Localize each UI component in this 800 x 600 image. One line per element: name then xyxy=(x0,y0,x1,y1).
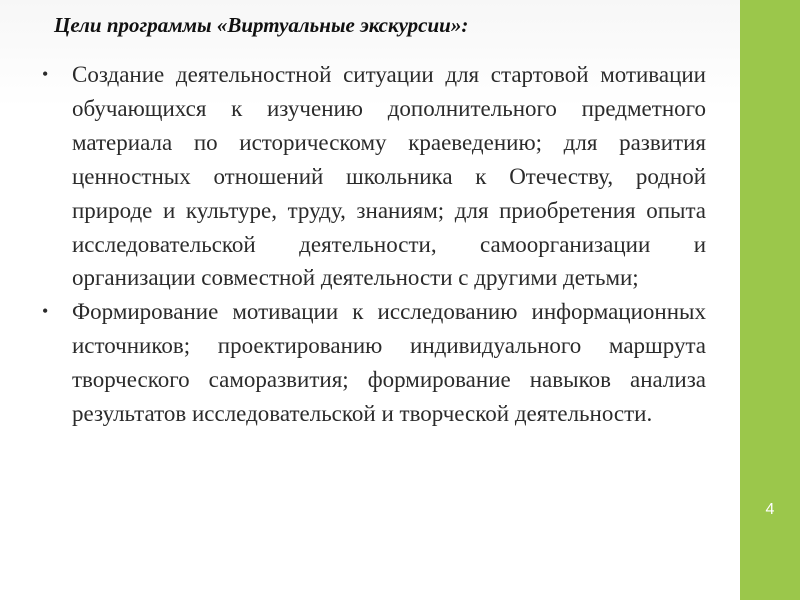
bullet-dot-icon: • xyxy=(42,301,49,322)
bullet-list xyxy=(40,58,706,431)
bullet-dot-icon: • xyxy=(42,64,49,84)
bullet-item-goal-1 xyxy=(40,58,706,295)
bullet-item-goal-2 xyxy=(40,295,706,431)
bullet-text: Создание деятельностной ситуации для стартовой мотивации обучающихся к изучению дополнительного предметного материала по историческому краеведению; для развития ценностных отношений школьника к Отечеству, родной природе и культуре, труду, знаниям; для приобретения опыта исследовательской деятельности, самоорганизации и организации совместной деятельности с другими детьми; xyxy=(72,62,706,291)
bullet-text: Формирование мотивации к исследованию информационных источников; проектированию индивидуального маршрута творческого саморазвития; формирование навыков анализа результатов исследовательской и творческой деятельности. xyxy=(72,299,706,427)
slide-title: Цели программы «Виртуальные экскурсии»: xyxy=(54,13,469,37)
slide-number: 4 xyxy=(765,501,775,518)
